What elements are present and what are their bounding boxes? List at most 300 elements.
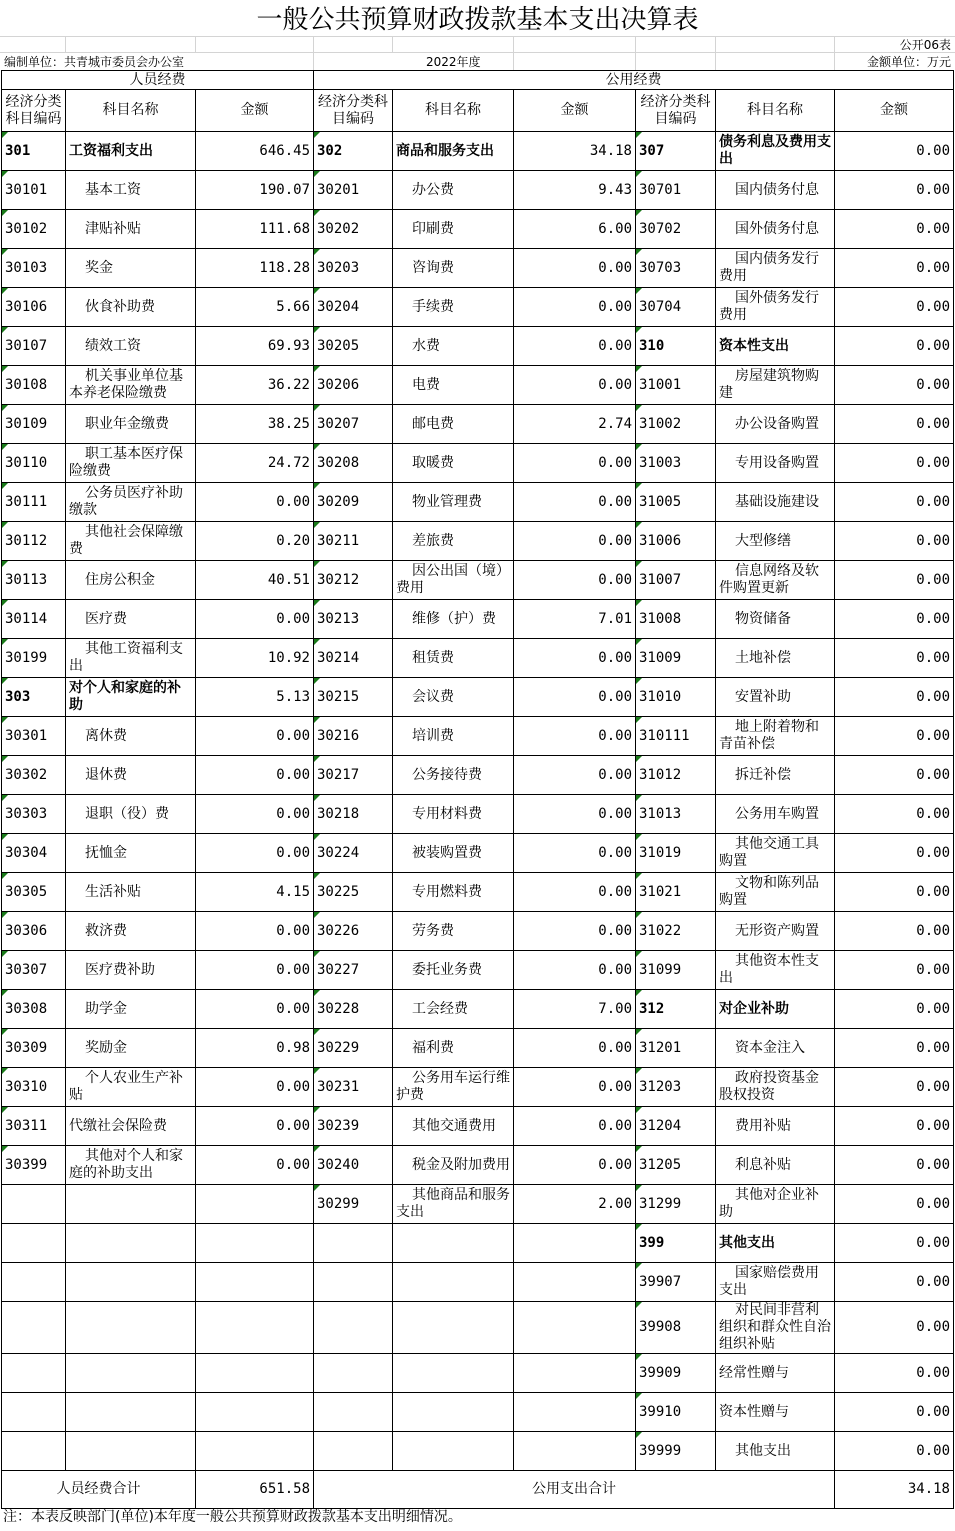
cell-code[interactable]: 30213 xyxy=(314,600,393,639)
cell-code[interactable]: 31009 xyxy=(636,639,716,678)
cell-code[interactable] xyxy=(2,1224,66,1263)
cell-amount[interactable]: 0.00 xyxy=(514,912,636,951)
cell-amount[interactable]: 2.74 xyxy=(514,405,636,444)
cell-amount[interactable]: 0.00 xyxy=(196,912,314,951)
cell-name[interactable]: 离休费 xyxy=(66,717,196,756)
cell-name[interactable]: 医疗费补助 xyxy=(66,951,196,990)
cell-amount[interactable] xyxy=(514,1432,636,1471)
cell-code[interactable] xyxy=(2,1393,66,1432)
cell-amount[interactable]: 0.00 xyxy=(514,444,636,483)
cell-name[interactable]: 商品和服务支出 xyxy=(393,132,514,171)
cell-name[interactable]: 助学金 xyxy=(66,990,196,1029)
cell-name[interactable]: 物业管理费 xyxy=(393,483,514,522)
cell-amount[interactable]: 5.66 xyxy=(196,288,314,327)
cell-code[interactable]: 31002 xyxy=(636,405,716,444)
cell-amount[interactable]: 0.00 xyxy=(835,1185,954,1224)
cell-code[interactable]: 39999 xyxy=(636,1432,716,1471)
cell-name[interactable]: 咨询费 xyxy=(393,249,514,288)
cell-code[interactable]: 30205 xyxy=(314,327,393,366)
cell-name[interactable] xyxy=(393,1354,514,1393)
cell-code[interactable]: 303 xyxy=(2,678,66,717)
cell-amount[interactable]: 0.00 xyxy=(514,366,636,405)
cell-code[interactable]: 30225 xyxy=(314,873,393,912)
cell-amount[interactable]: 0.00 xyxy=(514,483,636,522)
cell-name[interactable]: 培训费 xyxy=(393,717,514,756)
cell-code[interactable] xyxy=(314,1263,393,1302)
cell-name[interactable]: 职业年金缴费 xyxy=(66,405,196,444)
cell-amount[interactable]: 38.25 xyxy=(196,405,314,444)
cell-code[interactable]: 30216 xyxy=(314,717,393,756)
cell-name[interactable]: 医疗费 xyxy=(66,600,196,639)
cell-amount[interactable]: 0.00 xyxy=(196,756,314,795)
cell-name[interactable]: 公务用车运行维护费 xyxy=(393,1068,514,1107)
cell-name[interactable]: 因公出国（境）费用 xyxy=(393,561,514,600)
cell-name[interactable]: 基本工资 xyxy=(66,171,196,210)
cell-name[interactable]: 拆迁补偿 xyxy=(716,756,835,795)
cell-amount[interactable] xyxy=(196,1224,314,1263)
cell-name[interactable] xyxy=(66,1302,196,1354)
cell-amount[interactable]: 0.00 xyxy=(514,288,636,327)
cell-code[interactable]: 30106 xyxy=(2,288,66,327)
cell-code[interactable]: 31019 xyxy=(636,834,716,873)
cell-amount[interactable]: 0.98 xyxy=(196,1029,314,1068)
cell-code[interactable]: 30108 xyxy=(2,366,66,405)
cell-amount[interactable]: 0.00 xyxy=(196,795,314,834)
cell-name[interactable]: 个人农业生产补贴 xyxy=(66,1068,196,1107)
cell-code[interactable]: 39908 xyxy=(636,1302,716,1354)
cell-name[interactable]: 伙食补助费 xyxy=(66,288,196,327)
cell-code[interactable]: 302 xyxy=(314,132,393,171)
cell-name[interactable]: 其他对个人和家庭的补助支出 xyxy=(66,1146,196,1185)
cell-name[interactable]: 办公设备购置 xyxy=(716,405,835,444)
cell-amount[interactable]: 646.45 xyxy=(196,132,314,171)
cell-amount[interactable]: 0.00 xyxy=(514,951,636,990)
cell-amount[interactable]: 0.00 xyxy=(196,834,314,873)
cell-name[interactable]: 安置补助 xyxy=(716,678,835,717)
cell-code[interactable]: 30204 xyxy=(314,288,393,327)
cell-code[interactable]: 31201 xyxy=(636,1029,716,1068)
cell-name[interactable] xyxy=(66,1263,196,1302)
cell-code[interactable]: 30217 xyxy=(314,756,393,795)
cell-name[interactable]: 国内债务付息 xyxy=(716,171,835,210)
cell-code[interactable]: 31021 xyxy=(636,873,716,912)
cell-code[interactable]: 30304 xyxy=(2,834,66,873)
cell-name[interactable] xyxy=(66,1224,196,1263)
cell-amount[interactable] xyxy=(196,1185,314,1224)
cell-amount[interactable]: 0.00 xyxy=(835,990,954,1029)
cell-name[interactable]: 抚恤金 xyxy=(66,834,196,873)
cell-amount[interactable] xyxy=(514,1224,636,1263)
cell-code[interactable]: 31299 xyxy=(636,1185,716,1224)
cell-code[interactable]: 30211 xyxy=(314,522,393,561)
cell-code[interactable]: 30214 xyxy=(314,639,393,678)
cell-amount[interactable] xyxy=(514,1354,636,1393)
cell-amount[interactable]: 7.00 xyxy=(514,990,636,1029)
cell-code[interactable]: 30224 xyxy=(314,834,393,873)
cell-name[interactable] xyxy=(66,1354,196,1393)
cell-amount[interactable]: 0.00 xyxy=(835,795,954,834)
cell-name[interactable]: 信息网络及软件购置更新 xyxy=(716,561,835,600)
cell-amount[interactable] xyxy=(514,1302,636,1354)
cell-code[interactable] xyxy=(314,1432,393,1471)
cell-code[interactable]: 30103 xyxy=(2,249,66,288)
cell-name[interactable]: 绩效工资 xyxy=(66,327,196,366)
cell-name[interactable]: 大型修缮 xyxy=(716,522,835,561)
cell-amount[interactable]: 0.00 xyxy=(835,1146,954,1185)
cell-name[interactable]: 资本金注入 xyxy=(716,1029,835,1068)
cell-amount[interactable]: 0.20 xyxy=(196,522,314,561)
cell-code[interactable]: 30112 xyxy=(2,522,66,561)
cell-code[interactable] xyxy=(2,1432,66,1471)
cell-amount[interactable]: 0.00 xyxy=(835,600,954,639)
cell-amount[interactable]: 190.07 xyxy=(196,171,314,210)
cell-code[interactable]: 30309 xyxy=(2,1029,66,1068)
cell-amount[interactable]: 0.00 xyxy=(514,795,636,834)
cell-amount[interactable]: 0.00 xyxy=(514,561,636,600)
cell-name[interactable]: 公务接待费 xyxy=(393,756,514,795)
cell-name[interactable]: 退休费 xyxy=(66,756,196,795)
cell-amount[interactable]: 36.22 xyxy=(196,366,314,405)
cell-code[interactable]: 30299 xyxy=(314,1185,393,1224)
cell-amount[interactable]: 0.00 xyxy=(835,1068,954,1107)
cell-name[interactable]: 印刷费 xyxy=(393,210,514,249)
cell-name[interactable]: 委托业务费 xyxy=(393,951,514,990)
cell-name[interactable] xyxy=(393,1302,514,1354)
cell-amount[interactable]: 2.00 xyxy=(514,1185,636,1224)
cell-amount[interactable]: 6.00 xyxy=(514,210,636,249)
cell-amount[interactable]: 0.00 xyxy=(835,639,954,678)
cell-amount[interactable]: 0.00 xyxy=(514,327,636,366)
cell-name[interactable]: 邮电费 xyxy=(393,405,514,444)
cell-amount[interactable]: 0.00 xyxy=(196,717,314,756)
cell-name[interactable]: 救济费 xyxy=(66,912,196,951)
cell-amount[interactable]: 10.92 xyxy=(196,639,314,678)
cell-name[interactable] xyxy=(66,1393,196,1432)
cell-amount[interactable]: 0.00 xyxy=(514,1146,636,1185)
cell-code[interactable]: 30201 xyxy=(314,171,393,210)
cell-name[interactable]: 奖励金 xyxy=(66,1029,196,1068)
cell-code[interactable]: 30113 xyxy=(2,561,66,600)
cell-amount[interactable]: 0.00 xyxy=(514,1107,636,1146)
cell-code[interactable] xyxy=(2,1302,66,1354)
cell-name[interactable]: 电费 xyxy=(393,366,514,405)
cell-name[interactable]: 劳务费 xyxy=(393,912,514,951)
cell-amount[interactable]: 4.15 xyxy=(196,873,314,912)
cell-code[interactable]: 30102 xyxy=(2,210,66,249)
cell-name[interactable]: 其他支出 xyxy=(716,1224,835,1263)
cell-code[interactable]: 30212 xyxy=(314,561,393,600)
cell-name[interactable] xyxy=(393,1393,514,1432)
cell-code[interactable]: 30228 xyxy=(314,990,393,1029)
cell-code[interactable]: 30218 xyxy=(314,795,393,834)
cell-name[interactable]: 国内债务发行费用 xyxy=(716,249,835,288)
cell-name[interactable]: 资本性支出 xyxy=(716,327,835,366)
cell-code[interactable]: 31203 xyxy=(636,1068,716,1107)
cell-code[interactable]: 39909 xyxy=(636,1354,716,1393)
cell-name[interactable]: 房屋建筑物购建 xyxy=(716,366,835,405)
cell-amount[interactable]: 0.00 xyxy=(514,756,636,795)
cell-code[interactable] xyxy=(314,1302,393,1354)
cell-code[interactable]: 30226 xyxy=(314,912,393,951)
cell-name[interactable]: 国外债务付息 xyxy=(716,210,835,249)
cell-code[interactable]: 30227 xyxy=(314,951,393,990)
cell-amount[interactable] xyxy=(514,1263,636,1302)
cell-name[interactable]: 其他资本性支出 xyxy=(716,951,835,990)
cell-code[interactable]: 31022 xyxy=(636,912,716,951)
cell-amount[interactable]: 0.00 xyxy=(835,1263,954,1302)
cell-amount[interactable]: 7.01 xyxy=(514,600,636,639)
cell-code[interactable] xyxy=(2,1185,66,1224)
cell-amount[interactable]: 0.00 xyxy=(514,873,636,912)
cell-code[interactable]: 30202 xyxy=(314,210,393,249)
cell-name[interactable]: 国家赔偿费用支出 xyxy=(716,1263,835,1302)
cell-name[interactable]: 取暖费 xyxy=(393,444,514,483)
cell-code[interactable]: 31007 xyxy=(636,561,716,600)
cell-code[interactable]: 30302 xyxy=(2,756,66,795)
cell-code[interactable]: 31008 xyxy=(636,600,716,639)
cell-amount[interactable]: 0.00 xyxy=(835,678,954,717)
cell-name[interactable]: 其他工资福利支出 xyxy=(66,639,196,678)
cell-name[interactable]: 无形资产购置 xyxy=(716,912,835,951)
cell-amount[interactable]: 0.00 xyxy=(835,1029,954,1068)
cell-amount[interactable]: 34.18 xyxy=(514,132,636,171)
cell-name[interactable]: 专用设备购置 xyxy=(716,444,835,483)
cell-name[interactable]: 其他支出 xyxy=(716,1432,835,1471)
cell-code[interactable]: 30239 xyxy=(314,1107,393,1146)
cell-code[interactable]: 30305 xyxy=(2,873,66,912)
cell-code[interactable]: 30310 xyxy=(2,1068,66,1107)
cell-amount[interactable]: 0.00 xyxy=(514,678,636,717)
cell-amount[interactable]: 111.68 xyxy=(196,210,314,249)
cell-name[interactable]: 资本性赠与 xyxy=(716,1393,835,1432)
cell-name[interactable] xyxy=(393,1263,514,1302)
cell-amount[interactable] xyxy=(514,1393,636,1432)
cell-name[interactable]: 办公费 xyxy=(393,171,514,210)
cell-amount[interactable]: 0.00 xyxy=(835,912,954,951)
cell-amount[interactable]: 0.00 xyxy=(835,444,954,483)
cell-code[interactable]: 30702 xyxy=(636,210,716,249)
cell-code[interactable]: 30701 xyxy=(636,171,716,210)
cell-amount[interactable]: 0.00 xyxy=(835,249,954,288)
cell-amount[interactable]: 0.00 xyxy=(835,561,954,600)
cell-code[interactable]: 30704 xyxy=(636,288,716,327)
cell-code[interactable]: 39907 xyxy=(636,1263,716,1302)
cell-amount[interactable]: 0.00 xyxy=(514,717,636,756)
cell-code[interactable]: 30307 xyxy=(2,951,66,990)
cell-code[interactable]: 30111 xyxy=(2,483,66,522)
cell-name[interactable]: 文物和陈列品购置 xyxy=(716,873,835,912)
cell-amount[interactable]: 0.00 xyxy=(835,873,954,912)
cell-amount[interactable]: 0.00 xyxy=(835,1302,954,1354)
cell-name[interactable]: 其他对企业补助 xyxy=(716,1185,835,1224)
cell-code[interactable]: 310 xyxy=(636,327,716,366)
cell-name[interactable]: 专用燃料费 xyxy=(393,873,514,912)
cell-code[interactable]: 30101 xyxy=(2,171,66,210)
cell-name[interactable]: 基础设施建设 xyxy=(716,483,835,522)
cell-name[interactable]: 国外债务发行费用 xyxy=(716,288,835,327)
cell-name[interactable]: 差旅费 xyxy=(393,522,514,561)
cell-amount[interactable]: 0.00 xyxy=(514,249,636,288)
cell-amount[interactable] xyxy=(196,1302,314,1354)
cell-code[interactable]: 30203 xyxy=(314,249,393,288)
cell-code[interactable]: 307 xyxy=(636,132,716,171)
cell-code[interactable]: 30301 xyxy=(2,717,66,756)
cell-code[interactable]: 312 xyxy=(636,990,716,1029)
cell-name[interactable]: 工会经费 xyxy=(393,990,514,1029)
cell-name[interactable]: 债务利息及费用支出 xyxy=(716,132,835,171)
cell-name[interactable]: 专用材料费 xyxy=(393,795,514,834)
cell-code[interactable]: 31205 xyxy=(636,1146,716,1185)
cell-name[interactable]: 对企业补助 xyxy=(716,990,835,1029)
cell-amount[interactable]: 0.00 xyxy=(196,1107,314,1146)
cell-code[interactable]: 30199 xyxy=(2,639,66,678)
cell-code[interactable]: 31006 xyxy=(636,522,716,561)
cell-code[interactable]: 31005 xyxy=(636,483,716,522)
cell-amount[interactable]: 0.00 xyxy=(196,951,314,990)
cell-amount[interactable]: 0.00 xyxy=(835,522,954,561)
cell-amount[interactable]: 0.00 xyxy=(514,639,636,678)
cell-name[interactable]: 利息补贴 xyxy=(716,1146,835,1185)
cell-code[interactable]: 30306 xyxy=(2,912,66,951)
cell-code[interactable]: 31204 xyxy=(636,1107,716,1146)
cell-name[interactable]: 奖金 xyxy=(66,249,196,288)
cell-code[interactable]: 30109 xyxy=(2,405,66,444)
cell-name[interactable]: 代缴社会保险费 xyxy=(66,1107,196,1146)
cell-name[interactable]: 政府投资基金股权投资 xyxy=(716,1068,835,1107)
cell-amount[interactable]: 0.00 xyxy=(514,1068,636,1107)
cell-code[interactable]: 30215 xyxy=(314,678,393,717)
cell-name[interactable]: 被装购置费 xyxy=(393,834,514,873)
cell-code[interactable]: 30110 xyxy=(2,444,66,483)
cell-amount[interactable]: 0.00 xyxy=(835,171,954,210)
cell-code[interactable]: 30303 xyxy=(2,795,66,834)
cell-amount[interactable]: 0.00 xyxy=(835,756,954,795)
cell-amount[interactable]: 118.28 xyxy=(196,249,314,288)
cell-amount[interactable]: 0.00 xyxy=(196,1068,314,1107)
cell-name[interactable]: 津贴补贴 xyxy=(66,210,196,249)
cell-name[interactable]: 租赁费 xyxy=(393,639,514,678)
cell-name[interactable]: 住房公积金 xyxy=(66,561,196,600)
cell-name[interactable]: 对个人和家庭的补助 xyxy=(66,678,196,717)
cell-name[interactable]: 会议费 xyxy=(393,678,514,717)
cell-amount[interactable]: 0.00 xyxy=(835,1354,954,1393)
cell-code[interactable]: 30107 xyxy=(2,327,66,366)
cell-amount[interactable]: 0.00 xyxy=(835,834,954,873)
cell-name[interactable]: 对民间非营利组织和群众性自治组织补贴 xyxy=(716,1302,835,1354)
cell-code[interactable]: 31001 xyxy=(636,366,716,405)
cell-code[interactable] xyxy=(314,1224,393,1263)
cell-name[interactable]: 维修（护）费 xyxy=(393,600,514,639)
cell-code[interactable]: 31003 xyxy=(636,444,716,483)
cell-name[interactable]: 其他交通费用 xyxy=(393,1107,514,1146)
cell-name[interactable]: 土地补偿 xyxy=(716,639,835,678)
cell-code[interactable] xyxy=(314,1354,393,1393)
cell-amount[interactable]: 0.00 xyxy=(835,1224,954,1263)
cell-name[interactable]: 退职（役）费 xyxy=(66,795,196,834)
cell-code[interactable]: 30311 xyxy=(2,1107,66,1146)
cell-code[interactable]: 30207 xyxy=(314,405,393,444)
cell-name[interactable]: 其他交通工具购置 xyxy=(716,834,835,873)
cell-amount[interactable]: 0.00 xyxy=(835,210,954,249)
cell-amount[interactable]: 0.00 xyxy=(196,600,314,639)
cell-name[interactable] xyxy=(66,1185,196,1224)
cell-code[interactable]: 30240 xyxy=(314,1146,393,1185)
cell-amount[interactable]: 0.00 xyxy=(835,288,954,327)
cell-amount[interactable]: 0.00 xyxy=(514,522,636,561)
cell-name[interactable]: 生活补贴 xyxy=(66,873,196,912)
cell-amount[interactable]: 24.72 xyxy=(196,444,314,483)
cell-amount[interactable] xyxy=(196,1263,314,1302)
cell-amount[interactable] xyxy=(196,1354,314,1393)
cell-code[interactable]: 30703 xyxy=(636,249,716,288)
cell-code[interactable]: 30399 xyxy=(2,1146,66,1185)
cell-code[interactable] xyxy=(2,1263,66,1302)
cell-name[interactable] xyxy=(393,1224,514,1263)
cell-name[interactable] xyxy=(66,1432,196,1471)
cell-name[interactable]: 物资储备 xyxy=(716,600,835,639)
cell-name[interactable]: 费用补贴 xyxy=(716,1107,835,1146)
cell-code[interactable]: 301 xyxy=(2,132,66,171)
cell-amount[interactable]: 0.00 xyxy=(835,366,954,405)
cell-code[interactable] xyxy=(314,1393,393,1432)
cell-name[interactable]: 其他商品和服务支出 xyxy=(393,1185,514,1224)
cell-amount[interactable]: 0.00 xyxy=(835,717,954,756)
cell-name[interactable]: 手续费 xyxy=(393,288,514,327)
cell-amount[interactable]: 0.00 xyxy=(196,990,314,1029)
cell-name[interactable] xyxy=(393,1432,514,1471)
cell-amount[interactable]: 0.00 xyxy=(835,1432,954,1471)
cell-amount[interactable]: 0.00 xyxy=(196,1146,314,1185)
cell-amount[interactable]: 0.00 xyxy=(514,834,636,873)
cell-name[interactable]: 其他社会保障缴费 xyxy=(66,522,196,561)
cell-code[interactable] xyxy=(2,1354,66,1393)
cell-code[interactable]: 30308 xyxy=(2,990,66,1029)
cell-amount[interactable]: 9.43 xyxy=(514,171,636,210)
cell-name[interactable]: 职工基本医疗保险缴费 xyxy=(66,444,196,483)
cell-code[interactable]: 30229 xyxy=(314,1029,393,1068)
cell-amount[interactable] xyxy=(196,1432,314,1471)
cell-amount[interactable]: 0.00 xyxy=(835,1393,954,1432)
cell-name[interactable]: 公务员医疗补助缴款 xyxy=(66,483,196,522)
cell-amount[interactable] xyxy=(196,1393,314,1432)
cell-name[interactable]: 地上附着物和青苗补偿 xyxy=(716,717,835,756)
cell-amount[interactable]: 0.00 xyxy=(835,951,954,990)
cell-name[interactable]: 公务用车购置 xyxy=(716,795,835,834)
cell-code[interactable]: 30231 xyxy=(314,1068,393,1107)
cell-code[interactable]: 399 xyxy=(636,1224,716,1263)
cell-amount[interactable]: 69.93 xyxy=(196,327,314,366)
cell-amount[interactable]: 0.00 xyxy=(514,1029,636,1068)
cell-amount[interactable]: 0.00 xyxy=(835,327,954,366)
cell-name[interactable]: 机关事业单位基本养老保险缴费 xyxy=(66,366,196,405)
cell-amount[interactable]: 40.51 xyxy=(196,561,314,600)
cell-amount[interactable]: 0.00 xyxy=(835,483,954,522)
cell-name[interactable]: 经常性赠与 xyxy=(716,1354,835,1393)
cell-code[interactable]: 30114 xyxy=(2,600,66,639)
cell-code[interactable]: 30209 xyxy=(314,483,393,522)
cell-code[interactable]: 31010 xyxy=(636,678,716,717)
cell-name[interactable]: 工资福利支出 xyxy=(66,132,196,171)
cell-name[interactable]: 福利费 xyxy=(393,1029,514,1068)
cell-amount[interactable]: 5.13 xyxy=(196,678,314,717)
cell-name[interactable]: 水费 xyxy=(393,327,514,366)
cell-code[interactable]: 31012 xyxy=(636,756,716,795)
cell-amount[interactable]: 0.00 xyxy=(835,132,954,171)
cell-amount[interactable]: 0.00 xyxy=(835,405,954,444)
cell-amount[interactable]: 0.00 xyxy=(196,483,314,522)
cell-code[interactable]: 31099 xyxy=(636,951,716,990)
cell-code[interactable]: 30208 xyxy=(314,444,393,483)
